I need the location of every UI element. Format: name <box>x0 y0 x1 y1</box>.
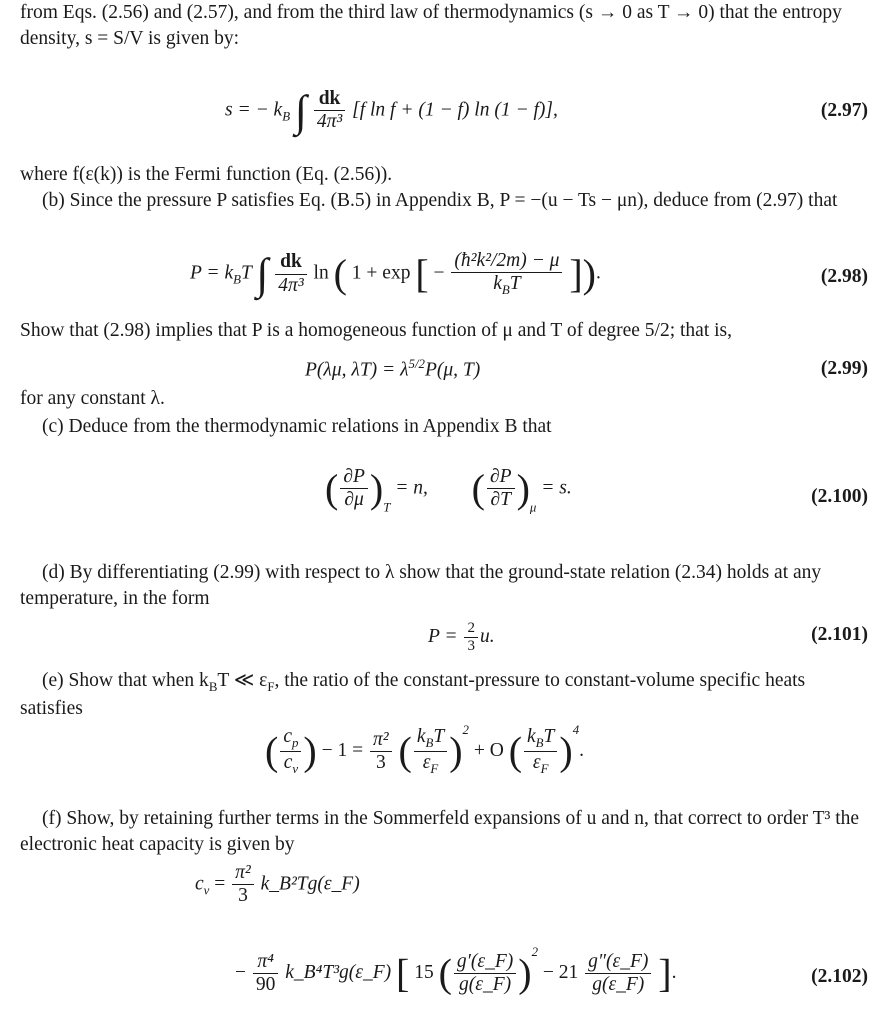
right-paren: ) <box>582 251 596 297</box>
fraction-g-prime: $\frac{g'(\varepsilon\_F)}{g(\varepsilon\_F)}$ <box>454 951 516 997</box>
equation-number: (2.98) <box>820 266 868 287</box>
part-f-paragraph: (f) Show, by retaining further terms in the Sommerfeld expansions of u and n, that correct to order T³ the electronic heat capacity is given by <box>20 808 860 855</box>
equation-2-101 <box>20 620 868 654</box>
right-bracket: ] <box>658 950 672 996</box>
left-paren: ( <box>398 728 412 774</box>
left-paren: ( <box>471 465 485 511</box>
part-c-paragraph: (c) Deduce from the thermodynamic relations in Appendix B that <box>42 416 552 437</box>
equation-2-102-line-2-body: − $\frac{\text{π⁴}}{90}$ k_B⁴T³g(ε_F) [ 15 ( $\frac{g'(\varepsilon\_F)}{g(\varepsilon\_F)}$ )$^2$ − 21 $\frac{g''(\varepsilon\_F)}{g(\varepsilon\_F)}$ ]. <box>235 945 677 996</box>
fraction-dk: $\frac{dk}{\text{4π³}}$ <box>275 251 306 297</box>
integral-sign: ∫ <box>294 86 307 136</box>
left-paren: ( <box>265 728 279 774</box>
right-paren: ) <box>516 465 530 511</box>
part-d-paragraph: (d) By differentiating (2.99) with respect to λ show that the ground-state relation (2.34) holds at any temperature, in the form <box>20 562 822 609</box>
equation-number: (2.97) <box>820 100 868 121</box>
fraction-pi-fourth-over-ninety: $\frac{\text{π⁴}}{90}$ <box>253 951 279 997</box>
intro-paragraph: from Eqs. (2.56) and (2.57), and from the third law of thermodynamics (s → 0 as T → 0) that the entropy density, s = S/V is given by: <box>20 2 842 49</box>
partial-derivative-p-t: $\frac{\partial P}{\partial T}$ <box>487 466 515 512</box>
fraction-kt-over-ef: $\frac{k_BT}{\varepsilon_F}$ <box>414 726 447 776</box>
right-paren: ) <box>559 728 573 774</box>
equation-specific-heat-ratio-body: ( $\frac{c_p}{c_v}$ ) − 1 = $\frac{\text{π²}}{3}$ ( $\frac{k_BT}{\varepsilon_F}$ )$^2$ + O ( $\frac{k_BT}{\varepsilon_F}$ )$^4$. <box>265 723 585 776</box>
part-b-paragraph: (b) Since the pressure P satisfies Eq. (B.5) in Appendix B, P = −(u − Ts − μn), deduce from (2.97) that <box>42 190 838 211</box>
equation-2-98-body: $P = k_BT$ ∫ $\frac{dk}{\text{4π³}}$ ln ( 1 + exp [ − $\frac{\text{(ħ²k²/2m) − μ}}{k_BT}$ ]). <box>190 249 601 299</box>
equation-specific-heat-ratio <box>20 722 868 788</box>
equation-2-99-body: P(λμ, $\lambda T) = \lambda^{5/2}P(\mu$, T) <box>305 357 481 381</box>
equation-2-100 <box>20 466 868 532</box>
right-paren: ) <box>303 728 317 774</box>
equation-2-97 <box>20 88 868 138</box>
equation-2-102-line-2 <box>20 944 868 1010</box>
fraction-dk: $\frac{dk}{\text{4π³}}$ <box>314 88 345 134</box>
fraction-energy: $\frac{\text{(ħ²k²/2m) − μ}}{k_BT}$ <box>451 250 562 298</box>
equation-2-98 <box>20 250 868 310</box>
equation-2-100-body: ( $\frac{\partial P}{\partial\mu}$ )$_T = n$, ( $\frac{\partial P}{\partial T}$ )$_\mu = s$. <box>325 465 572 515</box>
fraction-pi-squared-over-three: $\frac{\text{π²}}{3}$ <box>232 862 254 908</box>
right-paren: ) <box>518 950 532 996</box>
part-e-paragraph: (e) Show that when $k_BT$ ≪ $\varepsilon_F$, the ratio of the constant-pressure to constant-volume specific heats satisfies <box>20 670 806 719</box>
equation-2-101-body: P = $\frac{2}{3}$ u. <box>428 620 495 655</box>
equation-number: (2.100) <box>811 486 868 507</box>
equation-number: (2.101) <box>811 624 868 645</box>
homogeneous-paragraph: Show that (2.98) implies that P is a homogeneous function of μ and T of degree 5/2; that is, <box>20 320 732 341</box>
equation-number: (2.99) <box>820 358 868 379</box>
left-paren: ( <box>508 728 523 774</box>
right-paren: ) <box>369 465 384 511</box>
fraction-pi-squared-over-three: $\frac{\text{π²}}{3}$ <box>370 729 392 775</box>
left-paren: ( <box>333 251 347 297</box>
lambda-paragraph: for any constant λ. <box>20 388 165 409</box>
partial-derivative-p-mu: $\frac{\partial P}{\partial\mu}$ <box>340 466 368 512</box>
equation-2-102-line-1 <box>20 862 868 918</box>
right-bracket: ] <box>569 251 583 297</box>
fermi-paragraph: where f(ε(k)) is the Fermi function (Eq. (2.56)). <box>20 164 393 185</box>
equation-2-99 <box>20 356 868 386</box>
left-bracket: [ <box>415 251 429 297</box>
fraction-cp-cv: $\frac{c_p}{c_v}$ <box>280 726 301 776</box>
fraction-g-double-prime: $\frac{g''(\varepsilon\_F)}{g(\varepsilon\_F)}$ <box>585 951 651 997</box>
equation-number: (2.102) <box>811 966 868 987</box>
fraction-two-thirds: $\frac{2}{3}$ <box>464 620 478 656</box>
integral-sign: ∫ <box>256 249 269 299</box>
left-bracket: [ <box>396 950 410 996</box>
equation-2-97-body: s = − $k_B$ ∫ $\frac{dk}{\text{4π³}}$ [f ln f + (1 − f) ln (1 − f)], <box>225 86 558 136</box>
fraction-kt-over-ef: $\frac{k_BT}{\varepsilon_F}$ <box>524 726 557 776</box>
equation-2-102-line-1-body: $c_v$ = $\frac{\text{π²}}{3}$ k_B²Tg(ε_F) <box>195 862 360 907</box>
left-paren: ( <box>325 465 339 511</box>
right-paren: ) <box>449 728 463 774</box>
left-paren: ( <box>438 950 452 996</box>
